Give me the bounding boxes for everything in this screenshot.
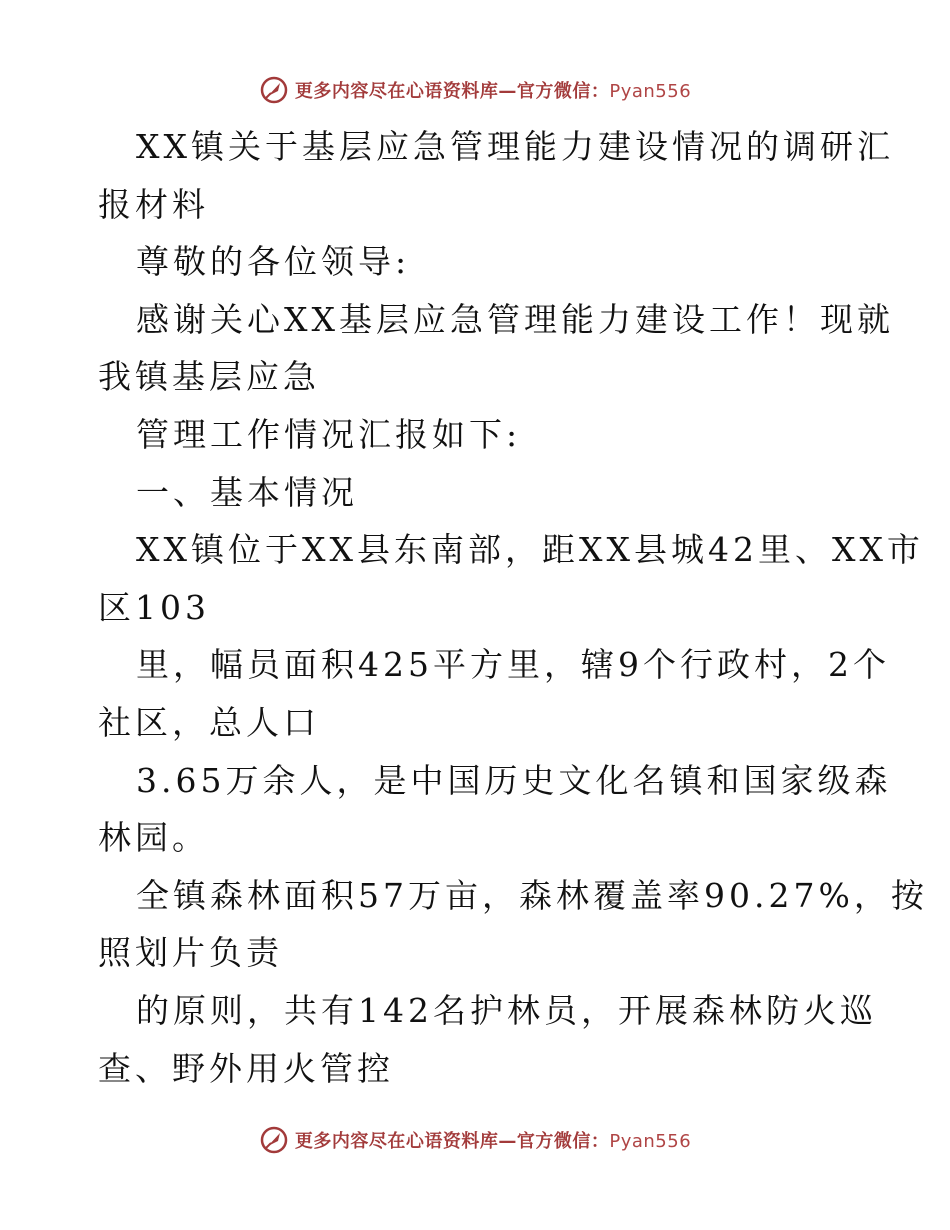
text-line: 尊敬的各位领导: <box>136 242 411 282</box>
quill-logo-icon <box>259 1125 289 1155</box>
text-line: 感谢关心XX基层应急管理能力建设工作！现就 <box>136 299 894 339</box>
text-line: 社区，总人口 <box>98 702 320 742</box>
text-line: XX镇位于XX县东南部，距XX县城42里、XX市 <box>136 530 924 570</box>
text-line: 区103 <box>98 587 210 627</box>
text-line: 一、基本情况 <box>136 472 358 512</box>
watermark-text: 更多内容尽在心语资料库—官方微信：Pyan556 <box>294 1131 692 1152</box>
text-line: 查、野外用火管控 <box>98 1048 394 1088</box>
text-line: 报材料 <box>98 184 209 224</box>
text-line: 林园。 <box>98 818 209 858</box>
text-line: XX镇关于基层应急管理能力建设情况的调研汇 <box>136 127 894 166</box>
text-line: 的原则，共有142名护林员，开展森林防火巡 <box>136 990 877 1030</box>
quill-logo-icon <box>259 75 289 105</box>
text-line: 3.65万余人，是中国历史文化名镇和国家级森 <box>136 760 892 800</box>
text-line: 照划片负责 <box>98 933 283 973</box>
text-line: 全镇森林面积57万亩，森林覆盖率90.27%，按 <box>136 875 928 915</box>
watermark-text: 更多内容尽在心语资料库—官方微信：Pyan556 <box>294 81 692 102</box>
text-line: 管理工作情况汇报如下: <box>136 414 522 454</box>
document-body <box>98 118 928 1097</box>
text-line: 里，幅员面积425平方里，辖9个行政村，2个 <box>136 645 890 685</box>
footer-watermark <box>0 1120 950 1160</box>
header-watermark <box>0 70 950 110</box>
text-line: 我镇基层应急 <box>98 357 320 397</box>
